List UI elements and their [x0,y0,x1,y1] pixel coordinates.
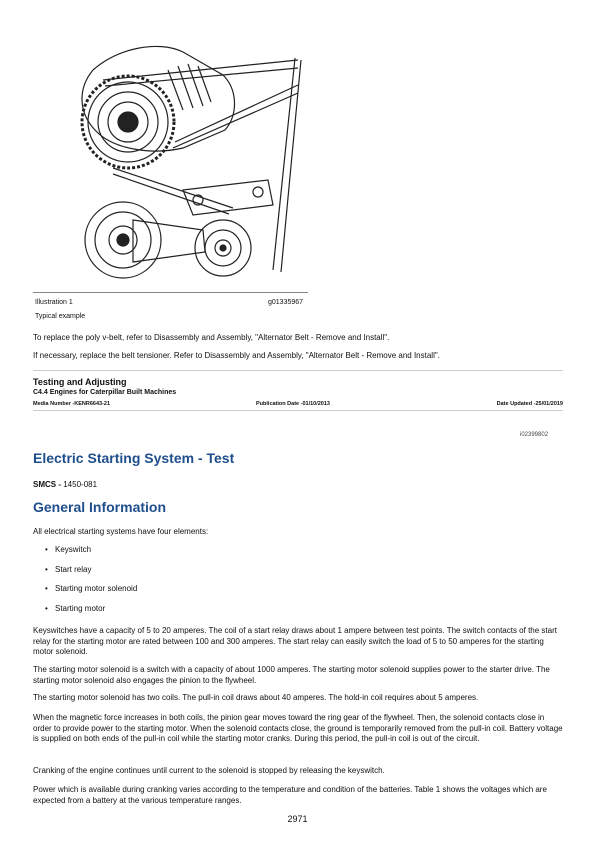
smcs-value: 1450-081 [63,480,98,489]
section-title: Testing and Adjusting [33,377,127,387]
lead-text: All electrical starting systems have four elements: [33,527,209,536]
intro-paragraph: If necessary, replace the belt tensioner. Refer to Disassembly and Assembly, "Alternator Belt - Remove and Install". [33,351,440,360]
product-title: C4.4 Engines for Caterpillar Built Machines [33,389,177,396]
body-paragraph: Keyswitches have a capacity of 5 to 20 amperes. The coil of a start relay draws about 1 ampere between test points. The switch contacts of the start relay for the starting motor are rated between 100 and 300 amperes. The start relay can easily switch the load of 5 to 50 amperes for the starting motor solenoid. [33,626,557,656]
body-paragraph: Cranking of the engine continues until current to the solenoid is stopped by releasing the keyswitch. [33,766,385,775]
page-title: Electric Starting System - Test [33,450,235,466]
section-heading: General Information [33,499,167,515]
list-item: • Starting motor solenoid [33,584,137,604]
alternator-belt-illustration [33,30,308,292]
body-paragraph: Power which is available during cranking varies according to the temperature and condition of the batteries. Table 1 shows the voltages which are expected from a battery at the various temperature ranges. [33,785,547,805]
list-item: • Start relay [33,565,137,585]
illustration-caption: Typical example [35,313,86,320]
page-number: 2971 [287,814,308,824]
body-paragraph: The starting motor solenoid is a switch with a capacity of about 1000 amperes. The starting motor solenoid supplies power to the starter drive. The starting motor solenoid also engages the pinion to the flywheel. [33,665,550,685]
body-paragraph: When the magnetic force increases in both coils, the pinion gear moves toward the ring gear of the flywheel. Then, the solenoid contacts close in order to provide power to the starting motor. When the solenoid contacts close, the ground is temporarily removed from the pull-in coil. Battery voltage is supplied on both ends of the pull-in coil while the starting motor cranks. During this period, the pull-in coil is out of the circuit. [33,713,563,743]
document-id: i02399802 [520,432,549,438]
intro-paragraph: To replace the poly v-belt, refer to Disassembly and Assembly, "Alternator Belt - Remove and Install". [33,333,390,342]
illustration-label: Illustration 1 [35,299,73,306]
date-updated: Date Updated -25/01/2019 [496,401,563,407]
elements-list [33,545,137,623]
body-paragraph: The starting motor solenoid has two coils. The pull-in coil draws about 40 amperes. The hold-in coil requires about 5 amperes. [33,693,479,702]
list-item: • Starting motor [33,604,137,624]
smcs-label: SMCS - [33,480,64,489]
caption-rule [33,292,308,293]
list-item: • Keyswitch [33,545,137,565]
smcs-code [33,480,97,489]
section-divider [33,370,563,371]
meta-divider [33,410,563,411]
illustration-id: g01335967 [268,299,304,306]
media-number: Media Number -KENR6643-21 [33,401,111,407]
publication-date: Publication Date -01/10/2013 [256,401,330,407]
